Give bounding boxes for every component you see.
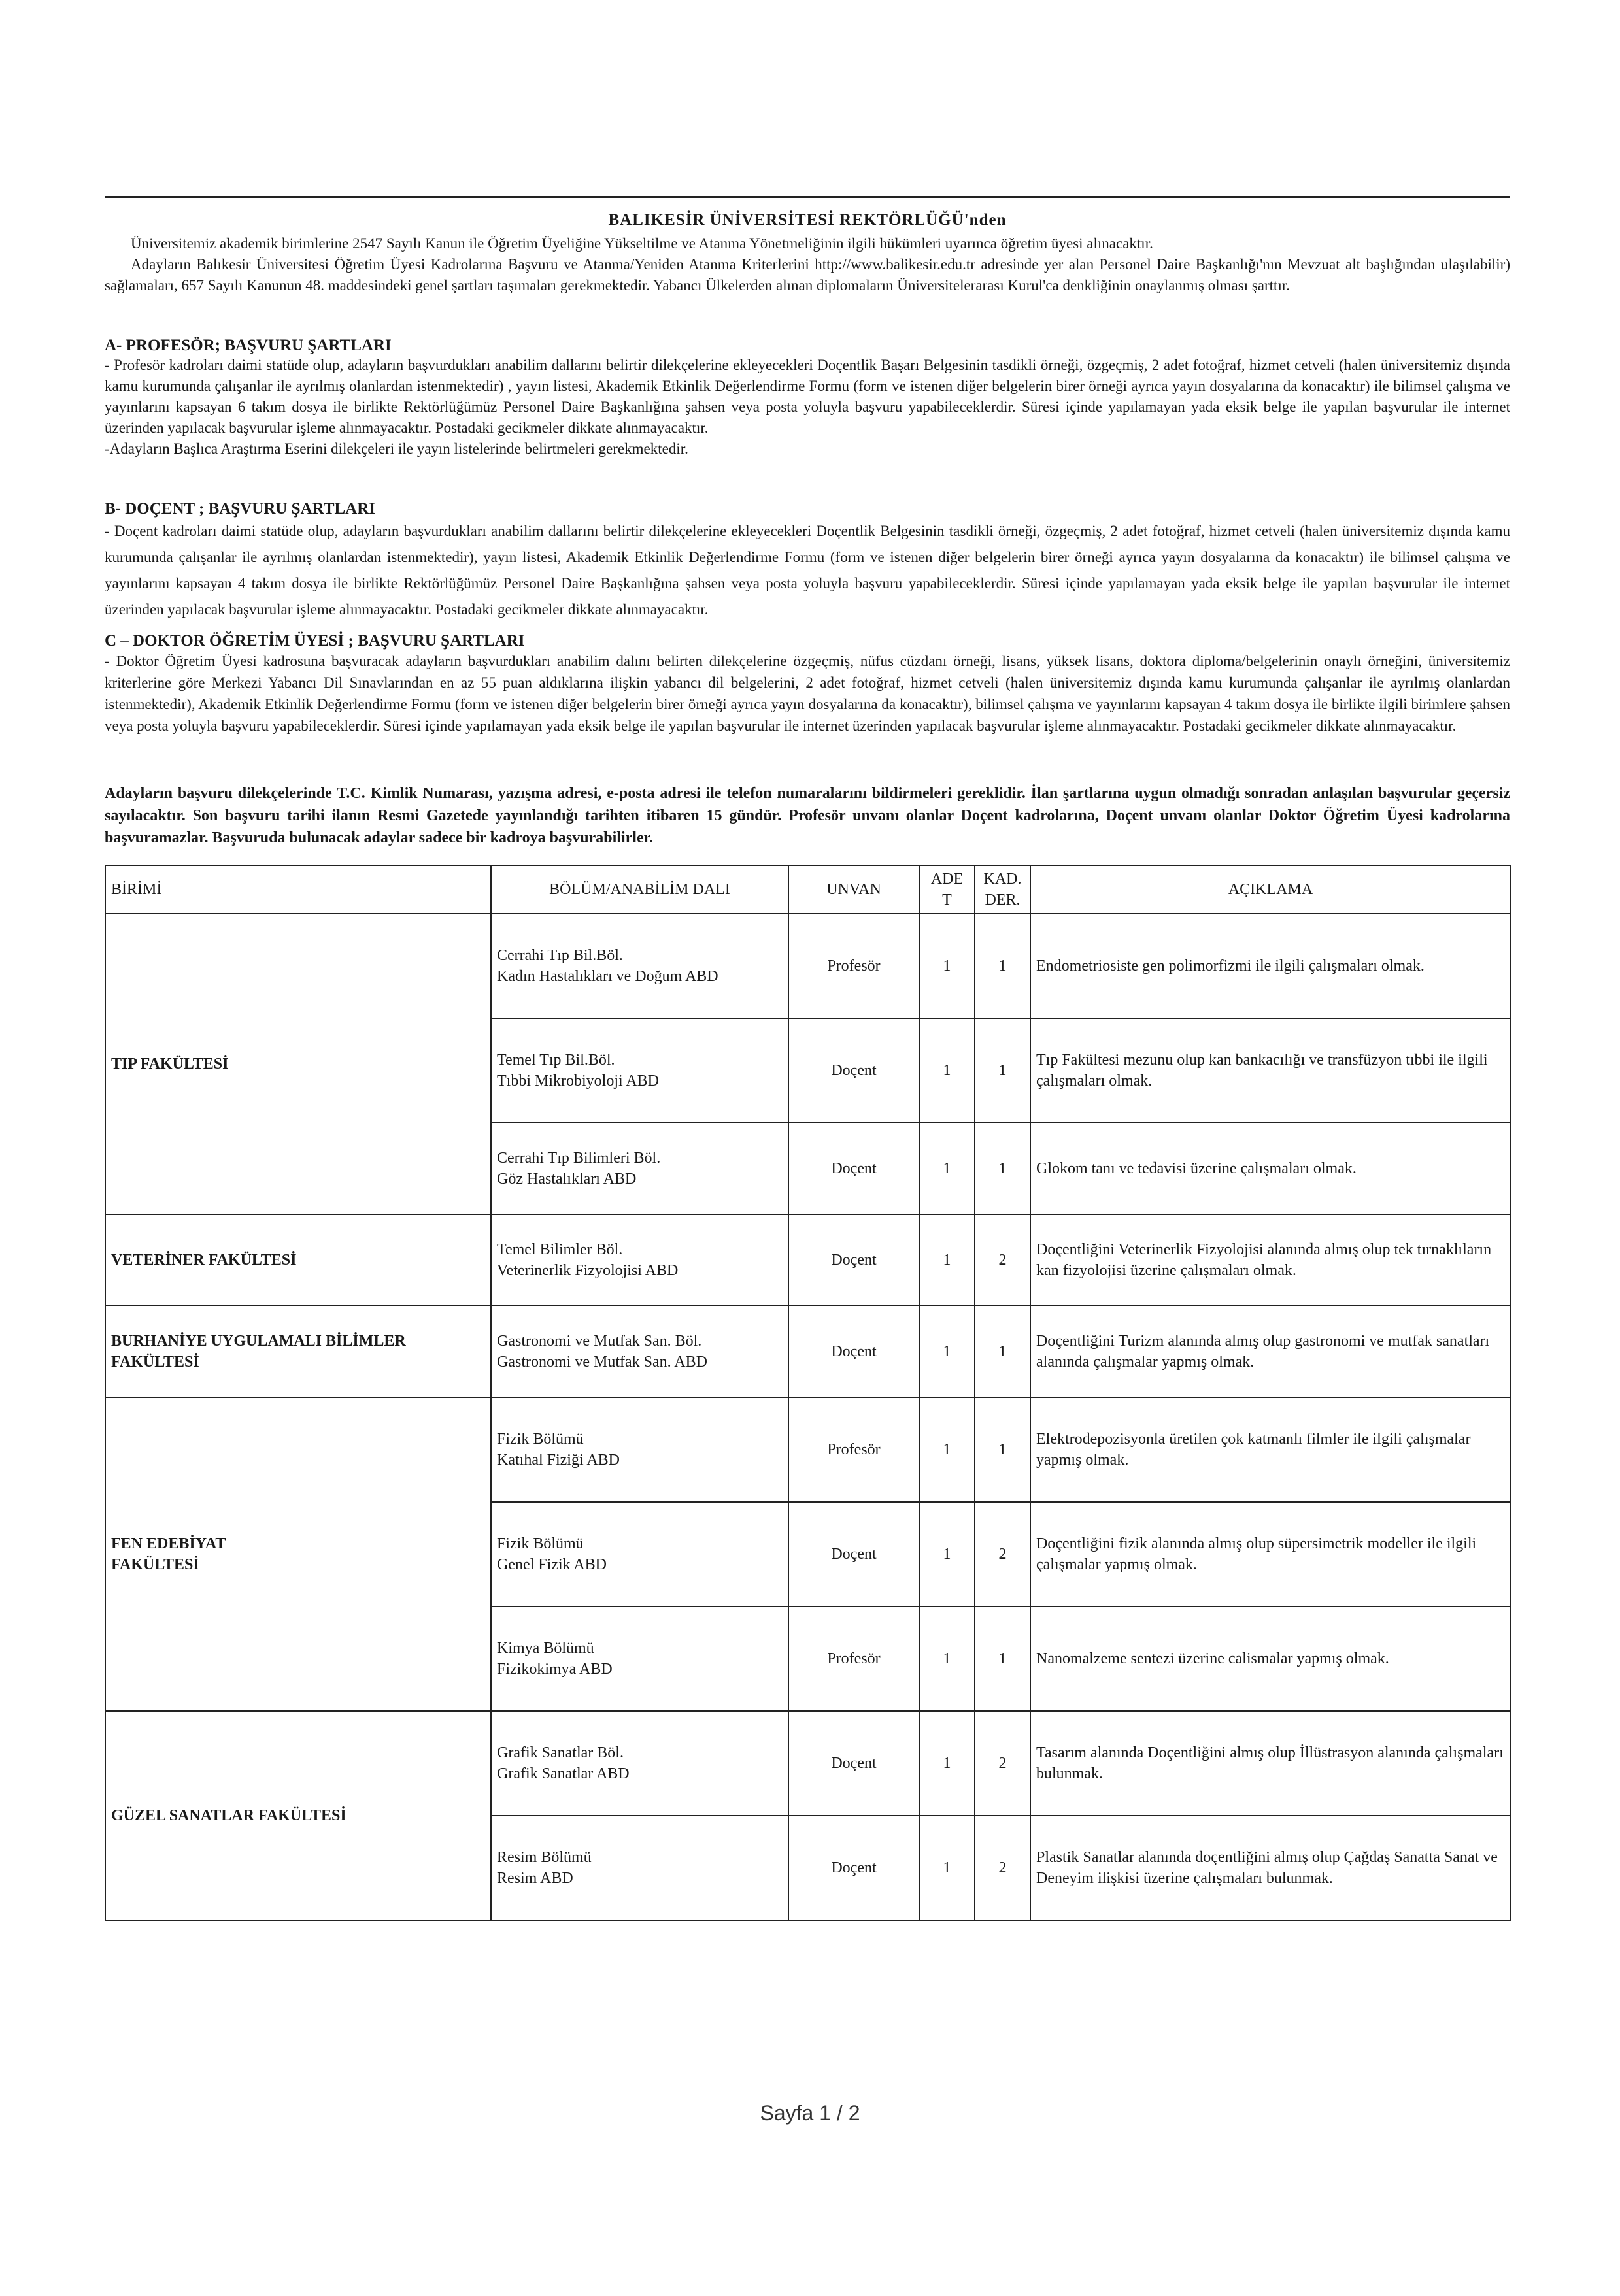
header-aciklama: AÇIKLAMA	[1030, 865, 1511, 914]
table-row	[105, 1711, 1511, 1816]
section-doctor	[105, 632, 1510, 737]
positions-table	[105, 865, 1511, 1921]
header-adet-line2: T	[942, 891, 952, 908]
table-row	[105, 1214, 1511, 1306]
bolum-name: Cerrahi Tıp Bilimleri Böl.	[497, 1150, 661, 1167]
header-unvan: UNVAN	[788, 865, 919, 914]
aciklama-cell: Tasarım alanında Doçentliğini almış olup İllüstrasyon alanında çalışmaları bulunmak.	[1030, 1711, 1511, 1816]
aciklama-cell: Nanomalzeme sentezi üzerine calismalar yapmış olmak.	[1030, 1606, 1511, 1711]
abd-name: Veterinerlik Fizyolojisi ABD	[497, 1262, 679, 1279]
dept-cell	[491, 1018, 788, 1123]
unit-burhaniye-line1: BURHANİYE UYGULAMALI BİLİMLER	[111, 1333, 406, 1350]
bolum-name: Resim Bölümü	[497, 1849, 592, 1866]
top-rule	[105, 196, 1510, 198]
kad-cell: 1	[975, 1018, 1030, 1123]
unvan-cell: Doçent	[788, 1816, 919, 1920]
header-kad-line2: DER.	[985, 891, 1021, 908]
adet-cell: 1	[919, 914, 975, 1018]
section-professor	[105, 337, 1510, 459]
page-number: Sayfa 1 / 2	[760, 2101, 860, 2125]
unvan-cell: Doçent	[788, 1711, 919, 1816]
kad-cell: 2	[975, 1502, 1030, 1606]
bolum-name: Kimya Bölümü	[497, 1640, 594, 1657]
aciklama-cell: Glokom tanı ve tedavisi üzerine çalışmaları olmak.	[1030, 1123, 1511, 1214]
bolum-name: Temel Tıp Bil.Böl.	[497, 1052, 615, 1069]
abd-name: Resim ABD	[497, 1870, 573, 1887]
kad-cell: 1	[975, 1306, 1030, 1397]
dept-cell	[491, 1606, 788, 1711]
kad-cell: 1	[975, 914, 1030, 1018]
dept-cell	[491, 914, 788, 1018]
table-row	[105, 1397, 1511, 1502]
bolum-name: Temel Bilimler Böl.	[497, 1241, 623, 1258]
header-kadro-derecesi	[975, 865, 1030, 914]
section-professor-title: A- PROFESÖR; BAŞVURU ŞARTLARI	[105, 337, 392, 354]
aciklama-cell: Plastik Sanatlar alanında doçentliğini almış olup Çağdaş Sanatta Sanat ve Deneyim ilişkisi üzerine çalışmaları bulunmak.	[1030, 1816, 1511, 1920]
unit-tip: TIP FAKÜLTESİ	[105, 914, 491, 1214]
section-associate-title: B- DOÇENT ; BAŞVURU ŞARTLARI	[105, 500, 376, 518]
bolum-name: Grafik Sanatlar Böl.	[497, 1744, 624, 1761]
unvan-cell: Profesör	[788, 914, 919, 1018]
header-kad-line1: KAD.	[983, 871, 1022, 888]
kad-cell: 1	[975, 1606, 1030, 1711]
section-professor-text: - Profesör kadroları daimi statüde olup, adayların başvurdukları anabilim dallarını belirtir dilekçelerine ekleyecekleri Doçentlik Başarı Belgesinin tasdikli örneği, özgeçmiş, 2 adet fotoğraf, hizmet cetveli (halen üniversitemiz dışında kamu kurumunda çalışanlar ile ayrılmış olanlardan istenmektedir) , yayın listesi, Akademik Etkinlik Değerlendirme Formu (form ve istenen diğer belgelerin birer örneği ayrıca yayın dosyalarına da konacaktır) ile bilimsel çalışma ve yayınlarını kapsayan 6 takım dosya ile birlikte Rektörlüğümüz Personel Daire Başkanlığına şahsen veya posta yoluyla başvuru yapabileceklerdir. Süresi içinde yapılamayan yada eksik belge ile yapılan başvurular ile internet üzerinden yapılacak başvurular işleme alınmayacaktır. Postadaki gecikmeler dikkate alınmayacaktır.	[105, 357, 1510, 436]
section-associate	[105, 500, 1510, 623]
kad-cell: 1	[975, 1123, 1030, 1214]
unit-burhaniye	[105, 1306, 491, 1397]
dept-cell	[491, 1214, 788, 1306]
section-associate-text: - Doçent kadroları daimi statüde olup, adayların başvurdukları anabilim dallarını belirtir dilekçelerine ekleyecekleri Doçentlik Belgesinin tasdikli örneği, özgeçmiş, 2 adet fotoğraf, hizmet cetveli (halen üniversitemiz dışında kamu kurumunda çalışanlar ile ayrılmış olanlardan istenmektedir), yayın listesi, Akademik Etkinlik Değerlendirme Formu (form ve istenen diğer belgelerin birer örneği ayrıca yayın dosyalarına da konacaktır) ile bilimsel çalışma ve yayınlarını kapsayan 4 takım dosya ile birlikte Rektörlüğümüz Personel Daire Başkanlığına şahsen veya posta yoluyla başvuru yapabileceklerdir. Süresi içinde yapılamayan yada eksik belge ile yapılan başvurular ile internet üzerinden yapılacak başvurular işleme alınmayacaktır. Postadaki gecikmeler dikkate alınmayacaktır.	[105, 523, 1510, 618]
bolum-name: Fizik Bölümü	[497, 1431, 584, 1448]
adet-cell: 1	[919, 1018, 975, 1123]
section-doctor-text: - Doktor Öğretim Üyesi kadrosuna başvuracak adayların başvurdukları anabilim dalını belirten dilekçelerine özgeçmiş, nüfus cüzdanı örneği, lisans, yüksek lisans, doktora diploma/belgelerinin onaylı örneğini, üniversitemiz kriterlerine göre Merkezi Yabancı Dil Sınavlarından en az 55 puan aldıklarına ilişkin yabancı dil belgelerini, 2 adet fotoğraf, hizmet cetveli (halen üniversitemiz dışında kamu kurumunda çalışanlar ile ayrılmış olanlardan istenmektedir), Akademik Etkinlik Değerlendirme Formu (form ve istenen diğer belgelerin birer örneği ayrıca yayın dosyalarına da konacaktır), bilimsel çalışma ve yayınlarını kapsayan 4 takım dosya ile birlikte ilgili birimlere şahsen veya posta yoluyla başvuru yapabileceklerdir. Süresi içinde yapılamayan yada eksik belge ile yapılan başvurular ile internet üzerinden yapılacak başvurular işleme alınmayacaktır. Postadaki gecikmeler dikkate alınmayacaktır.	[105, 653, 1510, 734]
adet-cell: 1	[919, 1306, 975, 1397]
bolum-name: Gastronomi ve Mutfak San. Böl.	[497, 1333, 702, 1350]
document-title: BALIKESİR ÜNİVERSİTESİ REKTÖRLÜĞÜ'nden	[608, 211, 1007, 229]
bolum-name: Fizik Bölümü	[497, 1535, 584, 1552]
dept-cell	[491, 1816, 788, 1920]
abd-name: Genel Fizik ABD	[497, 1556, 607, 1573]
abd-name: Grafik Sanatlar ABD	[497, 1765, 630, 1782]
header-bolum: BÖLÜM/ANABİLİM DALI	[491, 865, 788, 914]
unvan-cell: Doçent	[788, 1214, 919, 1306]
aciklama-cell: Endometriosiste gen polimorfizmi ile ilgili çalışmaları olmak.	[1030, 914, 1511, 1018]
dept-cell	[491, 1123, 788, 1214]
dept-cell	[491, 1711, 788, 1816]
unit-burhaniye-line2: FAKÜLTESİ	[111, 1354, 199, 1371]
intro-paragraph-2: Adayların Balıkesir Üniversitesi Öğretim Üyesi Kadrolarına Başvuru ve Atanma/Yeniden Atanma Kriterlerini http://www.balikesir.edu.tr adresinde yer alan Personel Daire Başkanlığı'nın Mevzuat alt başlığından ulaşılabilir) sağlamaları, 657 Sayılı Kanunun 48. maddesindeki genel şartları taşımaları gerekmektedir. Yabancı Ülkelerden alınan diplomaların Üniversitelerarası Kurul'ca denkliğinin onaylanmış olması şarttır.	[105, 256, 1510, 293]
abd-name: Kadın Hastalıkları ve Doğum ABD	[497, 968, 718, 985]
unvan-cell: Doçent	[788, 1502, 919, 1606]
unvan-cell: Profesör	[788, 1606, 919, 1711]
adet-cell: 1	[919, 1123, 975, 1214]
dept-cell	[491, 1306, 788, 1397]
document-page	[105, 196, 1510, 1921]
adet-cell: 1	[919, 1502, 975, 1606]
aciklama-cell: Doçentliğini Turizm alanında almış olup gastronomi ve mutfak sanatları alanında çalışmalar yapmış olmak.	[1030, 1306, 1511, 1397]
dept-cell	[491, 1397, 788, 1502]
unit-fen-line1: FEN EDEBİYAT	[111, 1535, 226, 1552]
unit-guzel-sanatlar: GÜZEL SANATLAR FAKÜLTESİ	[105, 1711, 491, 1920]
unvan-cell: Doçent	[788, 1018, 919, 1123]
adet-cell: 1	[919, 1816, 975, 1920]
header-birim: BİRİMİ	[105, 865, 491, 914]
abd-name: Fizikokimya ABD	[497, 1661, 613, 1678]
kad-cell: 2	[975, 1214, 1030, 1306]
unvan-cell: Doçent	[788, 1123, 919, 1214]
aciklama-cell: Doçentliğini Veterinerlik Fizyolojisi alanında almış olup tek tırnaklıların kan fizyolojisi üzerine çalışmaları olmak.	[1030, 1214, 1511, 1306]
kad-cell: 2	[975, 1711, 1030, 1816]
section-doctor-title: C – DOKTOR ÖĞRETİM ÜYESİ ; BAŞVURU ŞARTLARI	[105, 632, 525, 650]
table-row	[105, 914, 1511, 1018]
adet-cell: 1	[919, 1214, 975, 1306]
abd-name: Gastronomi ve Mutfak San. ABD	[497, 1354, 707, 1371]
table-row	[105, 1306, 1511, 1397]
unvan-cell: Doçent	[788, 1306, 919, 1397]
bolum-name: Cerrahi Tıp Bil.Böl.	[497, 947, 623, 964]
abd-name: Tıbbi Mikrobiyoloji ABD	[497, 1073, 660, 1090]
header-adet-line1: ADE	[930, 871, 964, 888]
intro-paragraph-1: Üniversitemiz akademik birimlerine 2547 Sayılı Kanun ile Öğretim Üyeliğine Yükseltilme ve Atanma Yönetmeliğinin ilgili hükümleri uyarınca öğretim üyesi alınacaktır.	[131, 235, 1153, 252]
unit-veteriner: VETERİNER FAKÜLTESİ	[105, 1214, 491, 1306]
aciklama-cell: Tıp Fakültesi mezunu olup kan bankacılığı ve transfüzyon tıbbi ile ilgili çalışmaları olmak.	[1030, 1018, 1511, 1123]
aciklama-cell: Elektrodepozisyonla üretilen çok katmanlı filmler ile ilgili çalışmalar yapmış olmak.	[1030, 1397, 1511, 1502]
application-notice: Adayların başvuru dilekçelerinde T.C. Kimlik Numarası, yazışma adresi, e-posta adresi ile telefon numaralarını bildirmeleri gereklidir. İlan şartlarına uygun olmadığı sonradan anlaşılan başvurular geçersiz sayılacaktır. Son başvuru tarihi ilanın Resmi Gazetede yayınlandığı tarihten itibaren 15 gündür. Profesör unvanı olanlar Doçent kadrolarına, Doçent unvanı olanlar Doktor Öğretim Üyesi kadrolarına başvuramazlar. Başvuruda bulunacak adaylar sadece bir kadroya başvurabilirler.	[105, 785, 1510, 846]
adet-cell: 1	[919, 1606, 975, 1711]
dept-cell	[491, 1502, 788, 1606]
adet-cell: 1	[919, 1711, 975, 1816]
unit-fen-line2: FAKÜLTESİ	[111, 1556, 199, 1573]
unit-fen-edebiyat	[105, 1397, 491, 1711]
adet-cell: 1	[919, 1397, 975, 1502]
abd-name: Katıhal Fiziği ABD	[497, 1452, 620, 1469]
aciklama-cell: Doçentliğini fizik alanında almış olup süpersimetrik modeller ile ilgili çalışmalar yapmış olmak.	[1030, 1502, 1511, 1606]
unvan-cell: Profesör	[788, 1397, 919, 1502]
kad-cell: 2	[975, 1816, 1030, 1920]
section-professor-note: -Adayların Başlıca Araştırma Eserini dilekçeleri ile yayın listelerinde belirtmeleri gerekmektedir.	[105, 441, 688, 457]
table-header-row	[105, 865, 1511, 914]
kad-cell: 1	[975, 1397, 1030, 1502]
header-adet	[919, 865, 975, 914]
abd-name: Göz Hastalıkları ABD	[497, 1171, 637, 1188]
